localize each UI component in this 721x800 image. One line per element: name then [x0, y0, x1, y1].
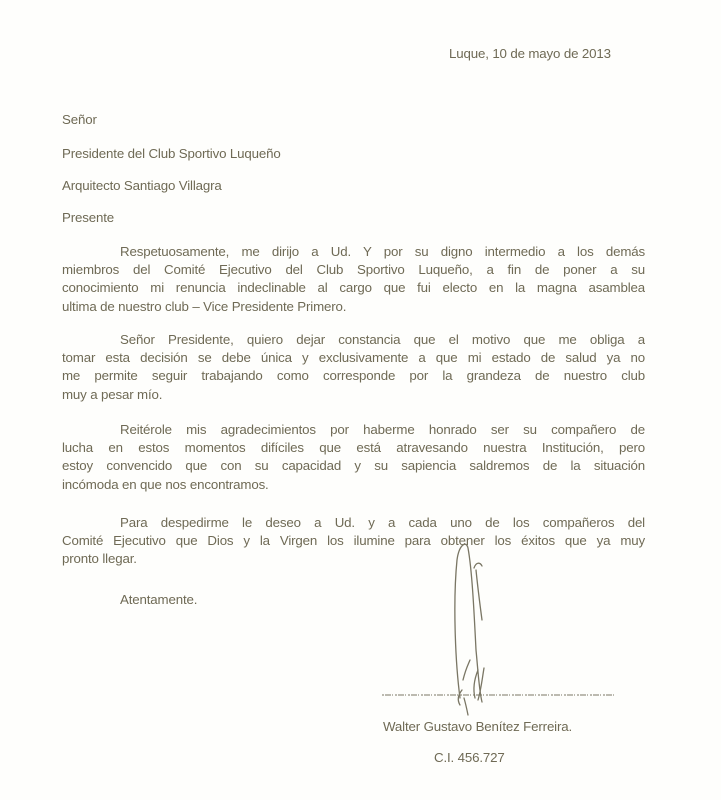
paragraph-line: Señor Presidente, quiero dejar constancia que el motivo que me obliga a [120, 332, 645, 347]
paragraph-line: tomar esta decisión se debe única y exclusivamente a que mi estado de salud ya no [62, 350, 645, 366]
paragraph-thanks [62, 421, 645, 494]
signatory-name: Walter Gustavo Benítez Ferreira. [383, 719, 573, 734]
paragraph-line: ultima de nuestro club – Vice Presidente Primero. [62, 298, 347, 314]
paragraph-line: me permite seguir trabajando como corresponde por la grandeza de nuestro club [62, 368, 645, 384]
paragraph-line: Reitérole mis agradecimientos por haberme honrado ser su compañero de [120, 422, 645, 437]
paragraph-line: estoy convencido que con su capacidad y su sapiencia saldremos de la situación [62, 458, 645, 474]
signature-stroke [474, 563, 482, 620]
paragraph-line: Respetuosamente, me dirijo a Ud. Y por su digno intermedio a los demás [120, 244, 645, 259]
recipient-presente: Presente [62, 210, 115, 225]
paragraph-line: incómoda en que nos encontramos. [62, 476, 269, 492]
handwritten-signature [360, 540, 640, 720]
paragraph-line: lucha en estos momentos difíciles que está atravesando nuestra Institución, pero [62, 440, 645, 456]
paragraph-line: conocimiento mi renuncia indeclinable al cargo que fui electo en la magna asamblea [62, 280, 645, 296]
paragraph-line: Comité Ejecutivo que Dios y la Virgen los ilumine para obtener los éxitos que ya muy [62, 533, 645, 549]
paragraph-resignation [62, 243, 645, 316]
paragraph-line: Para despedirme le deseo a Ud. y a cada uno de los compañeros del [120, 515, 645, 530]
paragraph-line: miembros del Comité Ejecutivo del Club Sportivo Luqueño, a fin de poner a su [62, 262, 645, 278]
recipient-name: Arquitecto Santiago Villagra [62, 178, 222, 193]
paragraph-line: pronto llegar. [62, 551, 137, 567]
paragraph-line: muy a pesar mío. [62, 386, 163, 402]
date-line: Luque, 10 de mayo de 2013 [449, 46, 611, 61]
recipient-title: Presidente del Club Sportivo Luqueño [62, 146, 281, 161]
recipient-salutation: Señor [62, 112, 97, 127]
signature-stroke [455, 544, 482, 702]
paragraph-reason [62, 331, 645, 404]
signature-stroke [464, 698, 468, 715]
signatory-id-number: C.I. 456.727 [434, 750, 505, 765]
closing: Atentamente. [120, 592, 198, 607]
